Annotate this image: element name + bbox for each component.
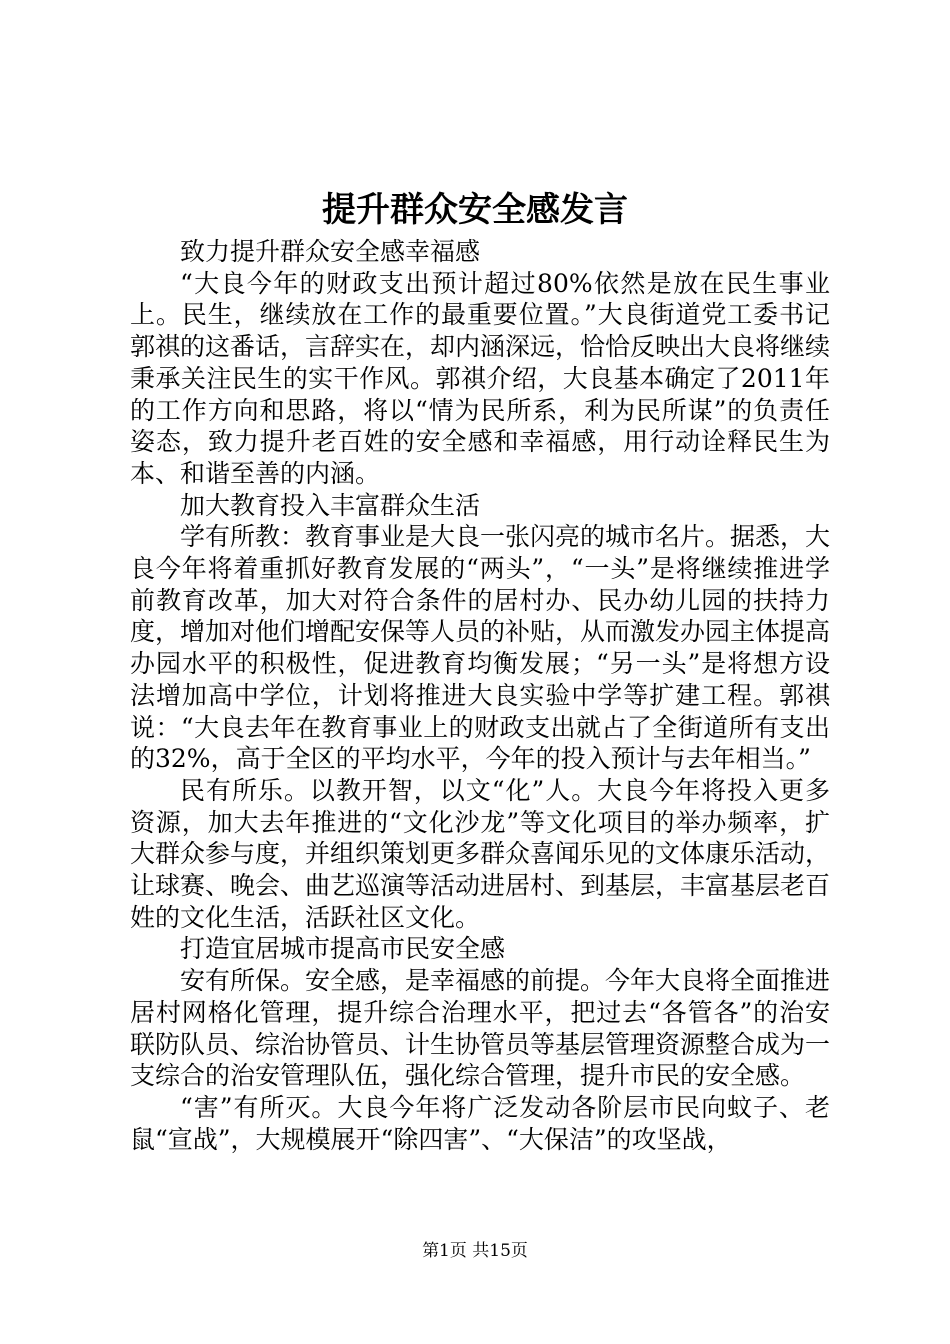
section-heading: 加大教育投入丰富群众生活 xyxy=(180,490,481,520)
section-heading: 打造宜居城市提高市民安全感 xyxy=(180,934,506,964)
body-paragraph: “大良今年的财政支出预计超过80%依然是放在民生事业上。民生，继续放在工作的最重要位置。”大良街道党工委书记郭祺的这番话，言辞实在，却内涵深远，恰恰反映出大良将继续秉承关注民生的实干作风。郭祺介绍，大良基本确定了2011年的工作方向和思路，将以“情为民所系，利为民所谋”的负责任姿态，致力提升老百姓的安全感和幸福感，用行动诠释民生为本、和谐至善的内涵。 xyxy=(130,268,831,488)
body-paragraph: 安有所保。安全感，是幸福感的前提。今年大良将全面推进居村网格化管理，提升综合治理水平，把过去“各管各”的治安联防队员、综治协管员、计生协管员等基层管理资源整合成为一支综合的治安管理队伍，强化综合管理，提升市民的安全感。 xyxy=(130,966,831,1091)
page-title: 提升群众安全感发言 xyxy=(322,190,628,230)
body-paragraph: 学有所教：教育事业是大良一张闪亮的城市名片。据悉，大良今年将着重抓好教育发展的“两头”，“一头”是将继续推进学前教育改革，加大对符合条件的居村办、民办幼儿园的扶持力度，增加对他们增配安保等人员的补贴，从而激发办园主体提高办园水平的积极性，促进教育均衡发展；“另一头”是将想方设法增加高中学位，计划将推进大良实验中学等扩建工程。郭祺说：“大良去年在教育事业上的财政支出就占了全街道所有支出的32%，高于全区的平均水平，今年的投入预计与去年相当。” xyxy=(130,522,831,774)
document-body xyxy=(130,236,830,1155)
page-number: 第1页 共15页 xyxy=(422,1241,528,1261)
body-paragraph: “害”有所灭。大良今年将广泛发动各阶层市民向蚊子、老鼠“宣战”，大规模展开“除四害”、“大保洁”的攻坚战， xyxy=(130,1092,830,1154)
section-heading: 致力提升群众安全感幸福感 xyxy=(180,237,481,266)
page-footer xyxy=(0,1240,950,1262)
body-paragraph: 民有所乐。以教开智，以文“化”人。大良今年将投入更多资源，加大去年推进的“文化沙龙”等文化项目的举办频率，扩大群众参与度，并组织策划更多群众喜闻乐见的文体康乐活动，让球赛、晚会、曲艺巡演等活动进居村、到基层，丰富基层老百姓的文化生活，活跃社区文化。 xyxy=(130,775,831,932)
